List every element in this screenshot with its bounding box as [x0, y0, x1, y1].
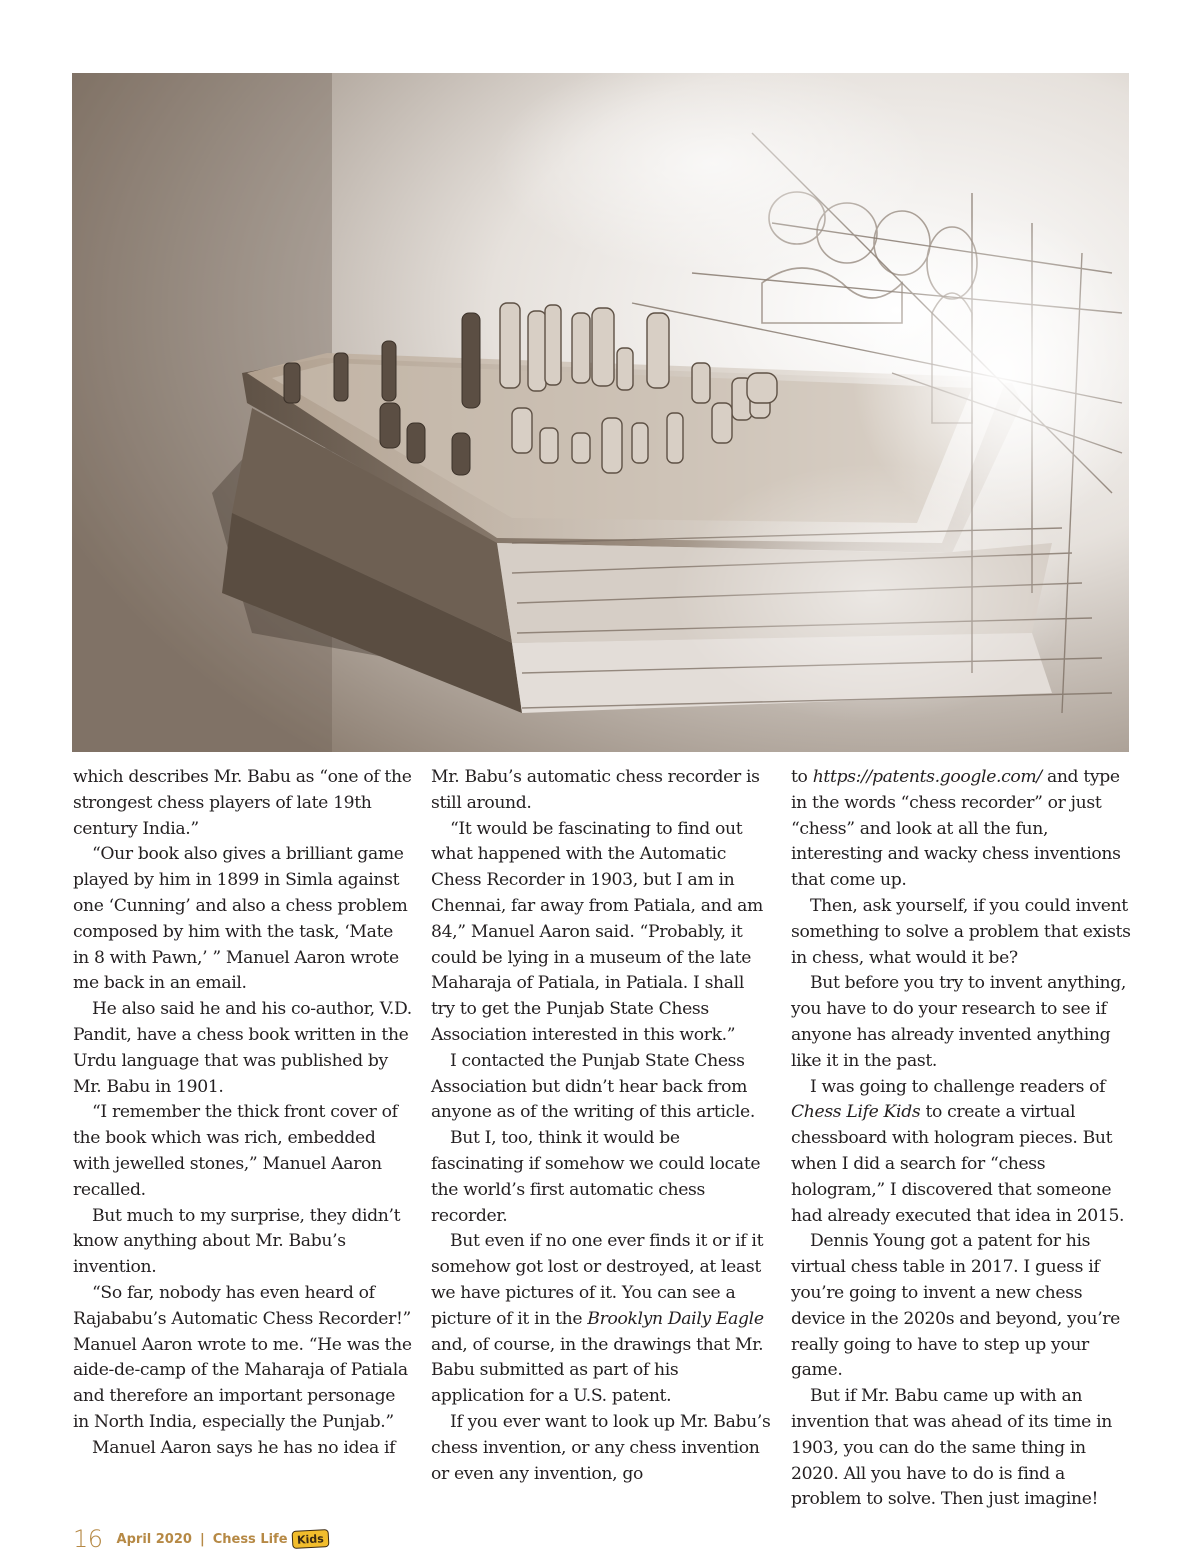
paragraph-text: to [791, 767, 808, 787]
paragraph: “I remember the thick front cover of the book which was rich, embedded with jewelled stones,” Manuel Aaron recalled. [73, 1102, 398, 1200]
paragraph [791, 1075, 1136, 1230]
publication-title: Brooklyn Daily Eagle [587, 1308, 764, 1329]
page-number: 16 [73, 1525, 103, 1553]
paragraph [791, 765, 1136, 894]
article-column-2 [431, 765, 771, 1487]
paragraph-text: But even if no one ever finds it or if it somehow got lost or destroyed, at least we have pictures of it. You can see a picture of it in the [431, 1231, 764, 1329]
issue-date: April 2020 [116, 1531, 192, 1547]
paragraph: Mr. Babu’s automatic chess recorder is still around. [431, 767, 760, 813]
page-footer [73, 1524, 328, 1554]
paragraph: Dennis Young got a patent for his virtual chess table in 2017. I guess if you’re going to invent a new chess device in the 2020s and beyond, you’re really going to have to step up your game. [791, 1231, 1120, 1381]
footer-separator: | [199, 1531, 205, 1547]
paragraph-text: to create a virtual chessboard with hologram pieces. But when I did a search for “chess hologram,” I discovered that someone had already executed that idea in 2015. [791, 1102, 1125, 1226]
paragraph: If you ever want to look up Mr. Babu’s chess invention, or any chess invention or even any invention, go [431, 1411, 771, 1484]
chessboard-illustration [72, 73, 1129, 752]
article-column-1 [73, 765, 413, 1462]
chessboard-sketch-icon [72, 73, 1129, 752]
kids-logo-text: Kids [296, 1531, 324, 1547]
paragraph: “So far, nobody has even heard of Rajababu’s Automatic Chess Recorder!” Manuel Aaron wrote to me. “He was the aide-de-camp of the Maharaja of Patiala and therefore an important personage in North India, especially the Punjab.” [73, 1282, 412, 1432]
paragraph: “Our book also gives a brilliant game played by him in 1899 in Simla against one ‘Cunning’ and also a chess problem composed by him with the task, ‘Mate in 8 with Pawn,’ ” Manuel Aaron wrote me back in an email. [73, 844, 408, 994]
kids-logo-icon [291, 1529, 329, 1549]
article-column-3 [791, 765, 1136, 1513]
paragraph: But I, too, think it would be fascinating if somehow we could locate the world’s first automatic chess recorder. [431, 1128, 761, 1226]
paragraph: But much to my surprise, they didn’t know anything about Mr. Babu’s invention. [73, 1205, 401, 1278]
article-body [73, 765, 1133, 1510]
paragraph: He also said he and his co-author, V.D. Pandit, have a chess book written in the Urdu language that was published by Mr. Babu in 1901. [73, 999, 412, 1097]
paragraph: “It would be fascinating to find out what happened with the Automatic Chess Recorder in 1903, but I am in Chennai, far away from Patiala, and am 84,” Manuel Aaron said. “Probably, it could be lying in a museum of the late Maharaja of Patiala, in Patiala. I shall try to get the Punjab State Chess Association interested in this work.” [431, 818, 763, 1045]
paragraph: But before you try to invent anything, you have to do your research to see if anyone has already invented anything like it in the past. [791, 973, 1127, 1071]
publication-title: Chess Life Kids [791, 1102, 921, 1123]
paragraph-text: I was going to challenge readers of [810, 1076, 1106, 1097]
paragraph: But if Mr. Babu came up with an invention that was ahead of its time in 1903, you can do the same thing in 2020. All you have to do is find a problem to solve. Then just imagine! [791, 1386, 1112, 1510]
paragraph-text: and, of course, in the drawings that Mr. Babu submitted as part of his application for a U.S. patent. [431, 1334, 764, 1407]
paragraph: Manuel Aaron says he has no idea if [92, 1437, 396, 1458]
paragraph: Then, ask yourself, if you could invent something to solve a problem that exists in chess, what would it be? [791, 895, 1131, 968]
magazine-name: Chess Life [212, 1531, 288, 1547]
paragraph-text: and type in the words “chess recorder” or just “chess” and look at all the fun, interesting and wacky chess inventions that come up. [791, 767, 1121, 891]
paragraph: I contacted the Punjab State Chess Association but didn’t hear back from anyone as of the writing of this article. [431, 1050, 755, 1123]
paragraph: which describes Mr. Babu as “one of the strongest chess players of late 19th century India.” [73, 767, 412, 839]
patents-link[interactable]: https://patents.google.com/ [812, 767, 1042, 787]
paragraph [431, 1229, 771, 1410]
